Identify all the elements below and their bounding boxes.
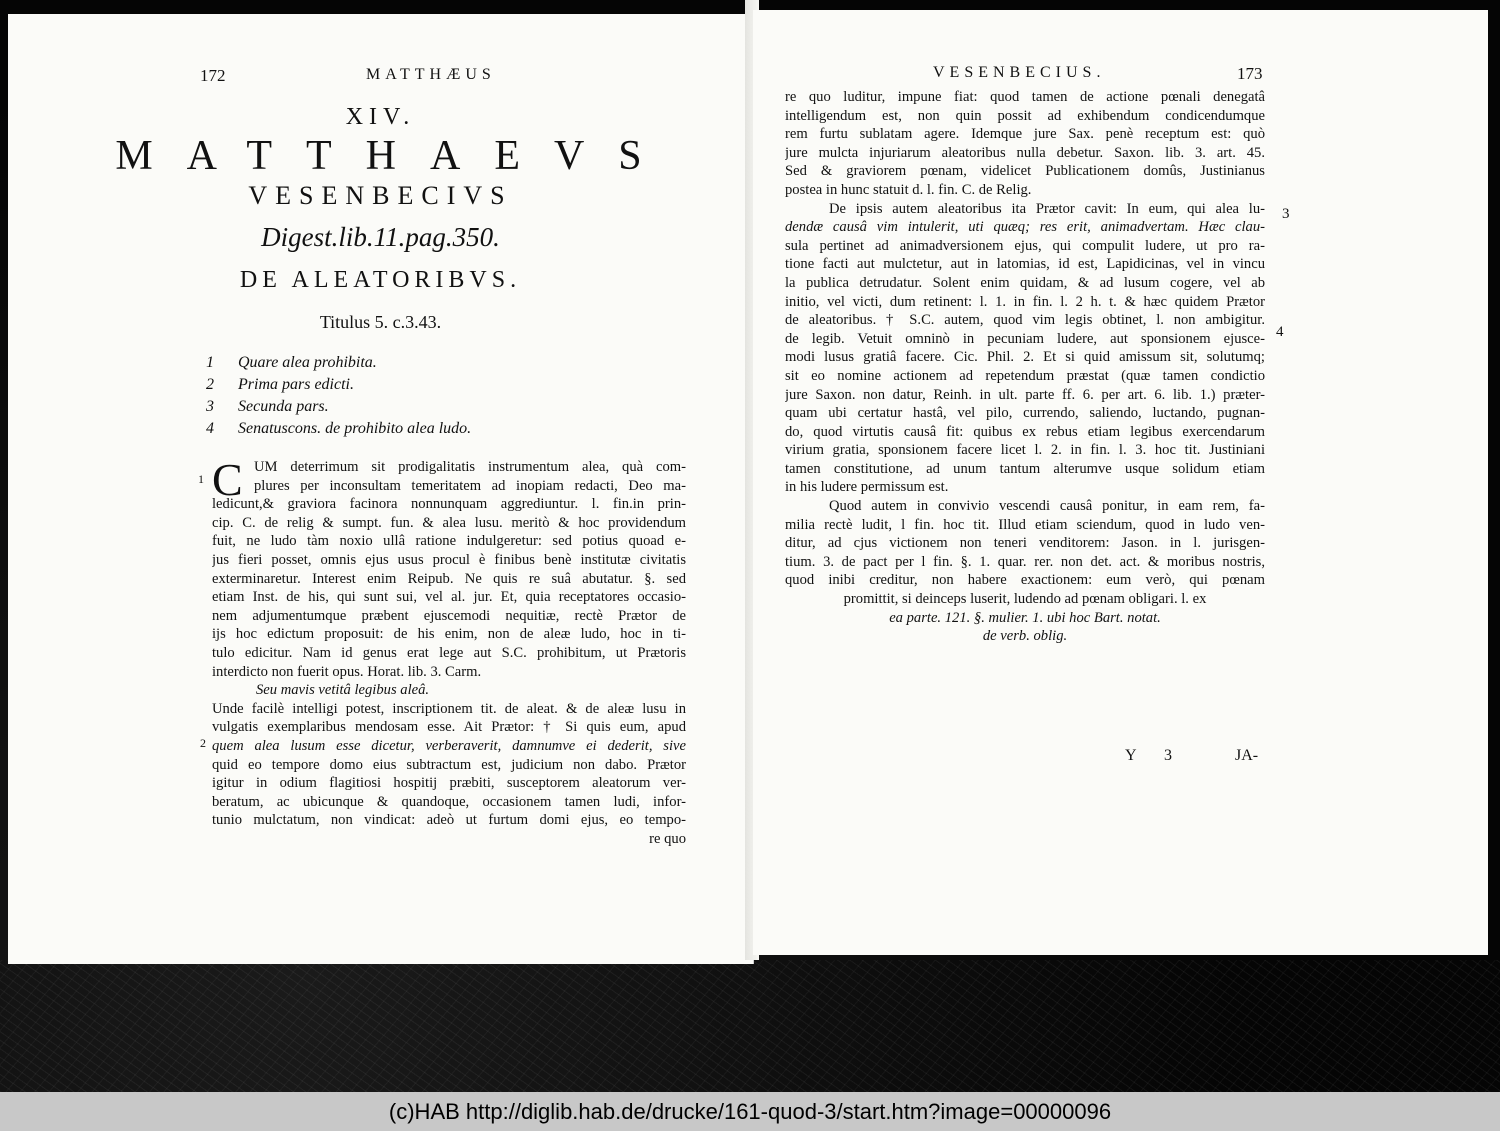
first-paragraph-line-2: [254, 477, 686, 496]
text-line: quid eo tempore domo eius subtractum est, judicium non dabo. Prætor: [212, 756, 686, 773]
text-line: Quod autem in convivio vescendi causâ ponitur, in eam rem, fa-: [829, 498, 1265, 515]
author-first-name: MATTHAEVS: [115, 133, 676, 179]
text-line: tunio mulctatum, non vindicat: adeò ut furtum domi ejus, eo tempo-: [212, 812, 686, 829]
text-line: quam ubi certatur hastâ, vel pilo, currendo, saliendo, luctando, pugnan-: [785, 405, 1265, 422]
text-line: quod inibi creditur, non habere exactionem: eum verò, qui pœnam: [785, 572, 1265, 589]
text-line: ijs hoc edictum proposuit: de his enim, non de aleæ ludo, hoc in ti-: [212, 626, 686, 643]
text-line: jure Saxon. non datur, Reinh. in ult. parte ff. 6. per art. 6. lib. 1.) præter-: [785, 386, 1265, 403]
running-head: MATTHÆUS: [366, 66, 496, 83]
text-line: tium. 3. de pact per l fin. §. 1. quar. rer. non det. act. & moribus nostris,: [785, 553, 1265, 570]
signature-mark: Y 3: [1125, 747, 1184, 764]
text-line: jure mulcta injuriarum aleatoribus nulla debetur. Saxon. lib. 3. art. 45.: [785, 144, 1265, 161]
text-line: tamen constitutione, ad unum tantum alterumve usque solidum etiam: [785, 460, 1265, 477]
margin-number: 1: [198, 472, 204, 486]
section-heading: DE ALEATORIBVS.: [239, 267, 522, 293]
text-line: de legib. Vetuit omninò in pecuniam ludere, aut sponsionem ejusce-: [785, 330, 1265, 347]
text-line: beratum, ac ubicunque & quandoque, occasionem tamen ludi, infor-: [212, 793, 686, 810]
text-line: tione facti aut mulctetur, aut in latomias, id est, Lapidicinas, vel in vincu: [785, 256, 1265, 273]
text-line: quem alea lusum esse dicetur, verberaverit, damnumve ei dederit, sive: [212, 737, 686, 754]
text-line: Unde facilè intelligi potest, inscriptionem tit. de aleat. & de aleæ lusu in: [212, 700, 686, 717]
page-number: 172: [200, 66, 226, 85]
text-line: sit eo nomine actionem ad repetendum præstat (quæ tamen condictio: [785, 367, 1265, 384]
summary-item: 2 Prima pars edicti.: [206, 376, 354, 393]
text-line: tulo edicitur. Nam id genus erat lege aut S.C. prohibitum, ut Prætoris: [212, 644, 686, 661]
text-line: cip. C. de relig & sumpt. fun. & alea lusu. meritò & hoc providendum: [212, 514, 686, 531]
scan-noise: [0, 960, 1500, 1092]
text-line: jus fieri posset, omnis ejus usus procul è finibus benè institutæ civitatis: [212, 551, 686, 568]
text-line: ea parte. 121. §. mulier. 1. ubi hoc Bart. notat.: [889, 609, 1161, 626]
text-line: initio, vel victi, dum retinent: l. 1. in fin. l. 2 h. t. & hæc quidem Prætor: [785, 293, 1265, 310]
text-line: interdicto non fuerit opus. Horat. lib. 3. Carm.: [212, 663, 482, 680]
verse-quote: Seu mavis vetitâ legibus aleâ.: [256, 682, 430, 699]
text-line: la publica detrudatur. Solent enim quidam, & ad lusum cogere, vel ab: [785, 274, 1265, 291]
margin-number: 2: [200, 736, 206, 750]
text-line: de aleatoribus. † S.C. autem, quod vim legis obtinet, l. non ambigitur.: [785, 312, 1265, 329]
text-line: modi lusus gratiâ facere. Cic. Phil. 2. Et si quid amissum sit, solutumq;: [785, 349, 1265, 366]
catchword: JA-: [1235, 747, 1259, 764]
digest-reference: Digest.lib.11.pag.350.: [261, 222, 500, 252]
text-line: sula pertinet ad animadversionem ejus, qui compulit ludere, ut pro ra-: [785, 237, 1265, 254]
first-line-block: [254, 458, 686, 477]
margin-number: 3: [1282, 206, 1290, 222]
text-line: in his ludere permissum est.: [785, 479, 949, 496]
text-line: dendæ causâ vim intulerit, uti quæq; res erit, animadvertam. Hæc clau-: [785, 219, 1265, 236]
text-line: do, quod virtutis causâ fit: quibus ex rebus etiam legibus exercendarum: [785, 423, 1265, 440]
left-page: [8, 14, 754, 964]
text-line: de verb. oblig.: [982, 628, 1068, 645]
text-line: postea in hunc statuit d. l. fin. C. de Relig.: [785, 181, 1032, 198]
chapter-number: XIV.: [345, 104, 416, 130]
running-head: VESENBECIUS.: [933, 64, 1106, 81]
text-line: plures per inconsultam temeritatem ad inopiam redacti, Deo ma-: [254, 477, 686, 494]
text-line: ditur, ad cjus victionem non teneri venditorem: Jason. in l. jurisgen-: [785, 535, 1265, 552]
right-text-block: [785, 88, 1265, 646]
summary-list: [206, 352, 626, 440]
text-line: fuit, ne ludo tàm noxio ullâ ratione indulgeretur: sed potius quoad e-: [212, 533, 686, 550]
titulus: Titulus 5. c.3.43.: [319, 312, 442, 332]
text-line: re quo luditur, impune fiat: quod tamen de actione pœnali denegatâ: [785, 89, 1265, 105]
text-line: etiam Inst. de his, qui sunt sui, vel al. jur. Et, quia receptatores occasio-: [212, 589, 686, 606]
text-line: rem furtu sublatam agere. Idemque jure Sax. penè receptum est: quò: [785, 126, 1265, 143]
drop-capital: C: [212, 454, 243, 505]
copyright-footer: (c)HAB http://diglib.hab.de/drucke/161-quod-3/start.htm?image=00000096: [0, 1092, 1500, 1131]
text-line: milia rectè ludit, l fin. hoc tit. Illud etiam sciendum, quod in ludo ven-: [785, 516, 1265, 533]
author-surname: VESENBECIVS: [248, 181, 513, 210]
page-number: 173: [1237, 64, 1263, 83]
summary-item: 3 Secunda pars.: [206, 398, 329, 415]
text-line: nem adjumentumque præbent ejuscemodi nequitiæ, rectè Prætor de: [212, 607, 686, 624]
margin-number: 4: [1276, 324, 1284, 340]
text-line: intelligendum est, non quin possit ad exhibendum condicendumque: [785, 107, 1265, 124]
text-line: virium gratia, sponsionem facere licet l. 2. in fin. l. 3. hoc tit. Justiniani: [785, 442, 1265, 459]
text-line: vulgatis exemplaribus mendosam esse. Ait Prætor: † Si quis eum, apud: [212, 719, 686, 736]
text-line: ledicunt,& graviora facinora nonnunquam aggrediuntur. l. fin.in prin-: [212, 496, 686, 513]
text-line: UM deterrimum sit prodigalitatis instrumentum alea, quà com-: [254, 459, 686, 475]
summary-item: 1 Quare alea prohibita.: [206, 354, 377, 371]
text-line: exterminaretur. Interest enim Reipub. Ne quis re suâ abutatur. §. sed: [212, 570, 686, 587]
text-line: De ipsis autem aleatoribus ita Prætor cavit: In eum, qui alea lu-: [829, 200, 1265, 217]
text-line: promittit, si deinceps luserit, ludendo ad pœnam obligari. l. ex: [843, 591, 1207, 608]
summary-item: 4 Senatuscons. de prohibito alea ludo.: [206, 420, 472, 437]
text-line: Sed & graviorem pœnam, videlicet Publicationem domûs, Justinianus: [785, 163, 1265, 180]
right-page: [753, 10, 1488, 955]
catchword: re quo: [649, 830, 686, 847]
first-paragraph: [212, 495, 686, 848]
text-line: igitur in odium flagitiosi hospitij præbiti, susceptorem aleatorum ver-: [212, 775, 686, 792]
